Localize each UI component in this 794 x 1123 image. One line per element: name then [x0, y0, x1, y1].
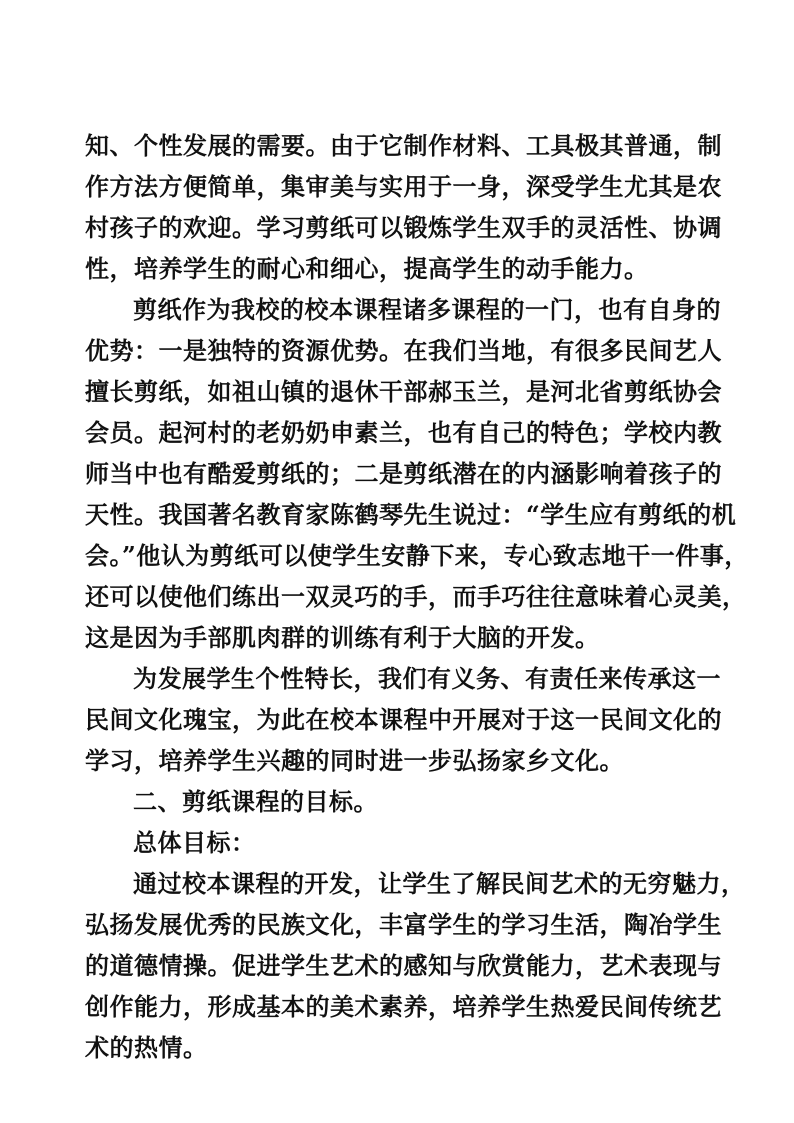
- text-line: 作方法方便简单，集审美与实用于一身，深受学生尤其是农: [85, 172, 722, 201]
- text-line: 优势：一是独特的资源优势。在我们当地，有很多民间艺人: [85, 336, 722, 365]
- text-line: 民间文化瑰宝，为此在校本课程中开展对于这一民间文化的: [85, 705, 722, 734]
- text-line: 为发展学生个性特长，我们有义务、有责任来传承这一: [133, 664, 721, 693]
- text-line: 的道德情操。促进学生艺术的感知与欣赏能力，艺术表现与: [85, 951, 722, 980]
- text-line: 天性。我国著名教育家陈鹤琴先生说过：“学生应有剪纸的机: [85, 500, 737, 529]
- text-line: 师当中也有酷爱剪纸的；二是剪纸潜在的内涵影响着孩子的: [85, 459, 722, 488]
- subsection-heading: 总体目标：: [133, 828, 256, 857]
- text-line: 知、个性发展的需要。由于它制作材料、工具极其普通，制: [85, 131, 722, 160]
- text-line: 会员。起河村的老奶奶申素兰，也有自己的特色；学校内教: [85, 418, 722, 447]
- text-line: 村孩子的欢迎。学习剪纸可以锻炼学生双手的灵活性、协调: [85, 213, 722, 242]
- text-line: 擅长剪纸，如祖山镇的退休干部郝玉兰，是河北省剪纸协会: [85, 377, 722, 406]
- text-line: 创作能力，形成基本的美术素养，培养学生热爱民间传统艺: [85, 992, 722, 1021]
- text-line: 术的热情。: [85, 1033, 208, 1062]
- section-heading: 二、剪纸课程的目标。: [133, 787, 378, 816]
- document-page: [85, 125, 749, 1068]
- text-line: 弘扬发展优秀的民族文化，丰富学生的学习生活，陶冶学生: [85, 910, 722, 939]
- text-line: 这是因为手部肌肉群的训练有利于大脑的开发。: [85, 623, 600, 652]
- text-line: 还可以使他们练出一双灵巧的手，而手巧往往意味着心灵美，: [85, 582, 747, 611]
- text-line: 剪纸作为我校的校本课程诸多课程的一门，也有自身的: [133, 295, 721, 324]
- text-line: 性，培养学生的耐心和细心，提高学生的动手能力。: [85, 254, 649, 283]
- text-line: 会。”他认为剪纸可以使学生安静下来，专心致志地干一件事，: [85, 541, 749, 570]
- text-line: 通过校本课程的开发，让学生了解民间艺术的无穷魅力，: [133, 869, 746, 898]
- text-line: 学习，培养学生兴趣的同时进一步弘扬家乡文化。: [85, 746, 624, 775]
